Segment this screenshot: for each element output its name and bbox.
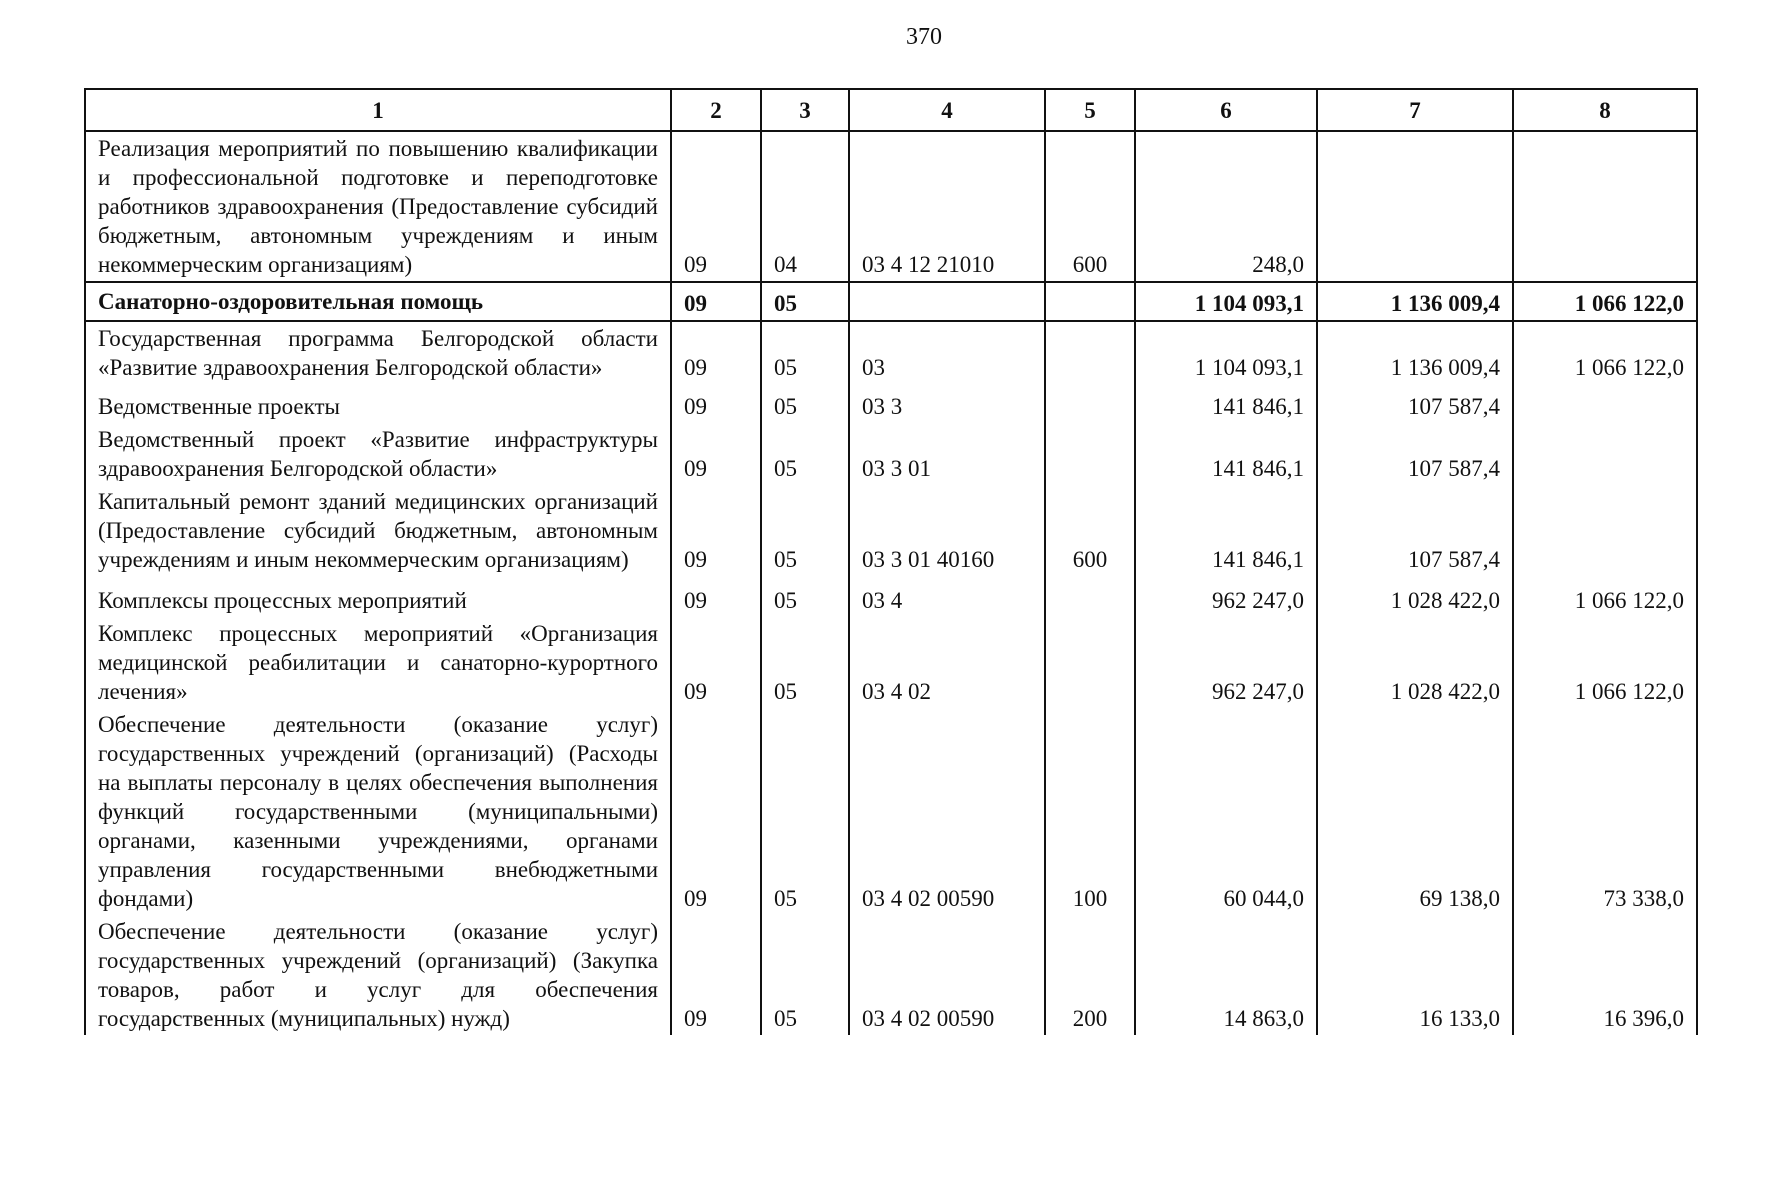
row-section: 09	[671, 485, 761, 576]
row-name: Ведомственные проекты	[85, 384, 671, 423]
row-name: Обеспечение деятельности (оказание услуг) государственных учреждений (организаций) (Закупка товаров, работ и услуг для обеспечения государственных (муниципальных) нужд)	[85, 915, 671, 1035]
row-expense-type: 200	[1045, 915, 1135, 1035]
row-section: 09	[671, 915, 761, 1035]
row-target-article: 03 3	[849, 384, 1045, 423]
header-row	[85, 89, 1697, 131]
row-subsection: 05	[761, 617, 849, 708]
row-name: Обеспечение деятельности (оказание услуг) государственных учреждений (организаций) (Расходы на выплаты персоналу в целях обеспечения выполнения функций государственными (муниципальными) органами, казенными учреждениями, органами управления государственными внебюджетными фондами)	[85, 708, 671, 915]
row-expense-type	[1045, 384, 1135, 423]
row-target-article: 03 4 02	[849, 617, 1045, 708]
row-amount-year2: 69 138,0	[1317, 708, 1513, 915]
row-amount-year1: 248,0	[1135, 131, 1317, 282]
row-target-article: 03 4 02 00590	[849, 708, 1045, 915]
row-expense-type	[1045, 321, 1135, 384]
row-amount-year1: 1 104 093,1	[1135, 282, 1317, 321]
table-row	[85, 131, 1697, 282]
row-amount-year1: 1 104 093,1	[1135, 321, 1317, 384]
row-name: Комплекс процессных мероприятий «Организация медицинской реабилитации и санаторно-курортного лечения»	[85, 617, 671, 708]
row-amount-year3	[1513, 131, 1697, 282]
row-subsection: 05	[761, 915, 849, 1035]
row-amount-year2: 1 136 009,4	[1317, 282, 1513, 321]
row-amount-year1: 962 247,0	[1135, 576, 1317, 617]
table-row	[85, 576, 1697, 617]
row-subsection: 05	[761, 282, 849, 321]
row-amount-year2: 1 028 422,0	[1317, 576, 1513, 617]
row-amount-year3	[1513, 423, 1697, 485]
row-section: 09	[671, 423, 761, 485]
row-amount-year1: 141 846,1	[1135, 485, 1317, 576]
column-header: 2	[671, 89, 761, 131]
row-target-article: 03 4 12 21010	[849, 131, 1045, 282]
row-amount-year1: 60 044,0	[1135, 708, 1317, 915]
row-amount-year2: 1 028 422,0	[1317, 617, 1513, 708]
row-amount-year2: 16 133,0	[1317, 915, 1513, 1035]
row-expense-type: 100	[1045, 708, 1135, 915]
table-row	[85, 617, 1697, 708]
row-amount-year2: 1 136 009,4	[1317, 321, 1513, 384]
row-amount-year3	[1513, 485, 1697, 576]
row-target-article	[849, 282, 1045, 321]
row-subsection: 05	[761, 576, 849, 617]
table-row	[85, 321, 1697, 384]
row-target-article: 03 3 01 40160	[849, 485, 1045, 576]
table-row	[85, 423, 1697, 485]
row-section: 09	[671, 384, 761, 423]
row-amount-year2	[1317, 131, 1513, 282]
page-number: 370	[906, 24, 942, 50]
row-amount-year1: 962 247,0	[1135, 617, 1317, 708]
table-row	[85, 708, 1697, 915]
table-row	[85, 915, 1697, 1035]
row-name: Капитальный ремонт зданий медицинских организаций (Предоставление субсидий бюджетным, автономным учреждениям и иным некоммерческим организациям)	[85, 485, 671, 576]
column-header: 1	[85, 89, 671, 131]
row-subsection: 05	[761, 485, 849, 576]
row-section: 09	[671, 282, 761, 321]
table-body	[85, 131, 1697, 1035]
row-amount-year3: 1 066 122,0	[1513, 576, 1697, 617]
row-name: Государственная программа Белгородской области «Развитие здравоохранения Белгородской области»	[85, 321, 671, 384]
row-subsection: 05	[761, 384, 849, 423]
budget-table	[84, 88, 1698, 1035]
row-expense-type: 600	[1045, 131, 1135, 282]
row-amount-year2: 107 587,4	[1317, 384, 1513, 423]
row-amount-year1: 141 846,1	[1135, 384, 1317, 423]
row-target-article: 03	[849, 321, 1045, 384]
table-row-section-total	[85, 282, 1697, 321]
column-header: 3	[761, 89, 849, 131]
row-section: 09	[671, 576, 761, 617]
row-target-article: 03 4 02 00590	[849, 915, 1045, 1035]
row-amount-year3: 16 396,0	[1513, 915, 1697, 1035]
row-target-article: 03 3 01	[849, 423, 1045, 485]
row-amount-year2: 107 587,4	[1317, 485, 1513, 576]
row-amount-year1: 141 846,1	[1135, 423, 1317, 485]
row-subsection: 04	[761, 131, 849, 282]
row-expense-type	[1045, 617, 1135, 708]
row-subsection: 05	[761, 708, 849, 915]
row-section: 09	[671, 321, 761, 384]
table-row	[85, 485, 1697, 576]
row-subsection: 05	[761, 321, 849, 384]
column-header: 4	[849, 89, 1045, 131]
row-expense-type	[1045, 282, 1135, 321]
row-expense-type	[1045, 423, 1135, 485]
row-section: 09	[671, 708, 761, 915]
column-header: 8	[1513, 89, 1697, 131]
row-name: Комплексы процессных мероприятий	[85, 576, 671, 617]
row-expense-type	[1045, 576, 1135, 617]
table-row	[85, 384, 1697, 423]
row-name: Ведомственный проект «Развитие инфраструктуры здравоохранения Белгородской области»	[85, 423, 671, 485]
column-header: 5	[1045, 89, 1135, 131]
row-amount-year3: 1 066 122,0	[1513, 617, 1697, 708]
row-amount-year3	[1513, 384, 1697, 423]
column-header: 6	[1135, 89, 1317, 131]
row-amount-year3: 73 338,0	[1513, 708, 1697, 915]
row-amount-year3: 1 066 122,0	[1513, 282, 1697, 321]
row-amount-year1: 14 863,0	[1135, 915, 1317, 1035]
row-section: 09	[671, 617, 761, 708]
row-subsection: 05	[761, 423, 849, 485]
row-target-article: 03 4	[849, 576, 1045, 617]
row-section: 09	[671, 131, 761, 282]
column-header: 7	[1317, 89, 1513, 131]
row-expense-type: 600	[1045, 485, 1135, 576]
row-amount-year2: 107 587,4	[1317, 423, 1513, 485]
row-amount-year3: 1 066 122,0	[1513, 321, 1697, 384]
row-name: Реализация мероприятий по повышению квалификации и профессиональной подготовке и переподготовке работников здравоохранения (Предоставление субсидий бюджетным, автономным учреждениям и иным некоммерческим организациям)	[85, 131, 671, 282]
row-name: Санаторно-оздоровительная помощь	[85, 282, 671, 321]
